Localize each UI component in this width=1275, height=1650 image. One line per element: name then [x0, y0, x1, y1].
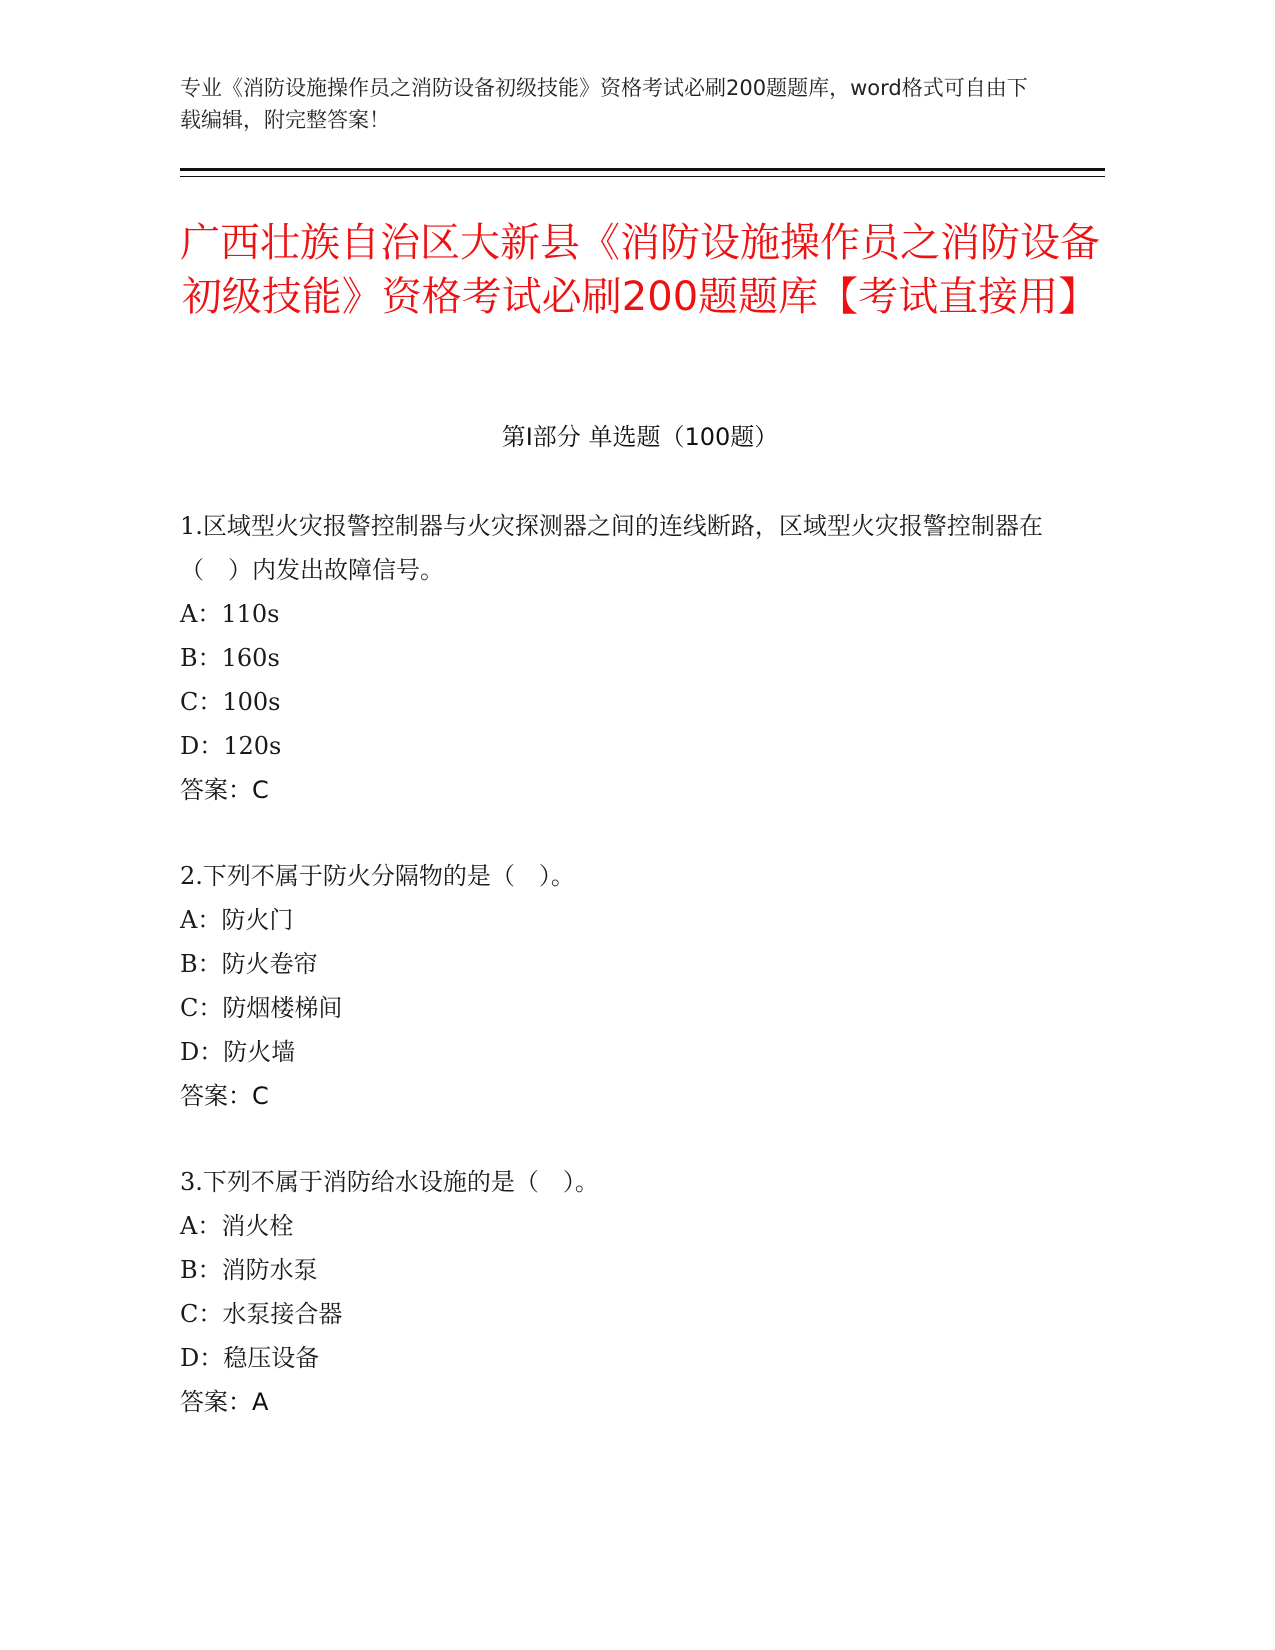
option-c: C：防烟楼梯间 [180, 994, 343, 1022]
option-a: A：消火栓 [180, 1212, 294, 1240]
option-d: D：防火墙 [180, 1038, 296, 1066]
section-title: 第Ⅰ部分 单选题（100题） [501, 423, 779, 451]
question-2 [180, 854, 1060, 1118]
option-d: D：稳压设备 [180, 1344, 320, 1372]
option-b: B：消防水泵 [180, 1256, 318, 1284]
header-note: 专业《消防设施操作员之消防设备初级技能》资格考试必刷200题题库，word格式可自由下载编辑，附完整答案！ [180, 76, 1028, 132]
question-stem: 2.下列不属于防火分隔物的是（ ）。 [180, 862, 575, 890]
option-b: B：160s [180, 644, 280, 672]
header-rule-thick [180, 168, 1105, 171]
header-rule-thin [180, 176, 1105, 177]
question-stem: 3.下列不属于消防给水设施的是（ ）。 [180, 1168, 599, 1196]
answer: 答案：C [180, 776, 269, 804]
question-list [180, 504, 1060, 1466]
answer: 答案：A [180, 1388, 269, 1416]
question-3 [180, 1160, 1060, 1424]
option-a: A：110s [180, 600, 280, 628]
answer: 答案：C [180, 1082, 269, 1110]
option-c: C：水泵接合器 [180, 1300, 343, 1328]
document-title: 广西壮族自治区大新县《消防设施操作员之消防设备初级技能》资格考试必刷200题题库【考试直接用】 [180, 220, 1100, 320]
option-c: C：100s [180, 688, 281, 716]
question-1 [180, 504, 1060, 812]
option-d: D：120s [180, 732, 282, 760]
question-stem: 1.区域型火灾报警控制器与火灾探测器之间的连线断路，区域型火灾报警控制器在（ ）内发出故障信号。 [180, 512, 1043, 584]
option-a: A：防火门 [180, 906, 294, 934]
option-b: B：防火卷帘 [180, 950, 318, 978]
